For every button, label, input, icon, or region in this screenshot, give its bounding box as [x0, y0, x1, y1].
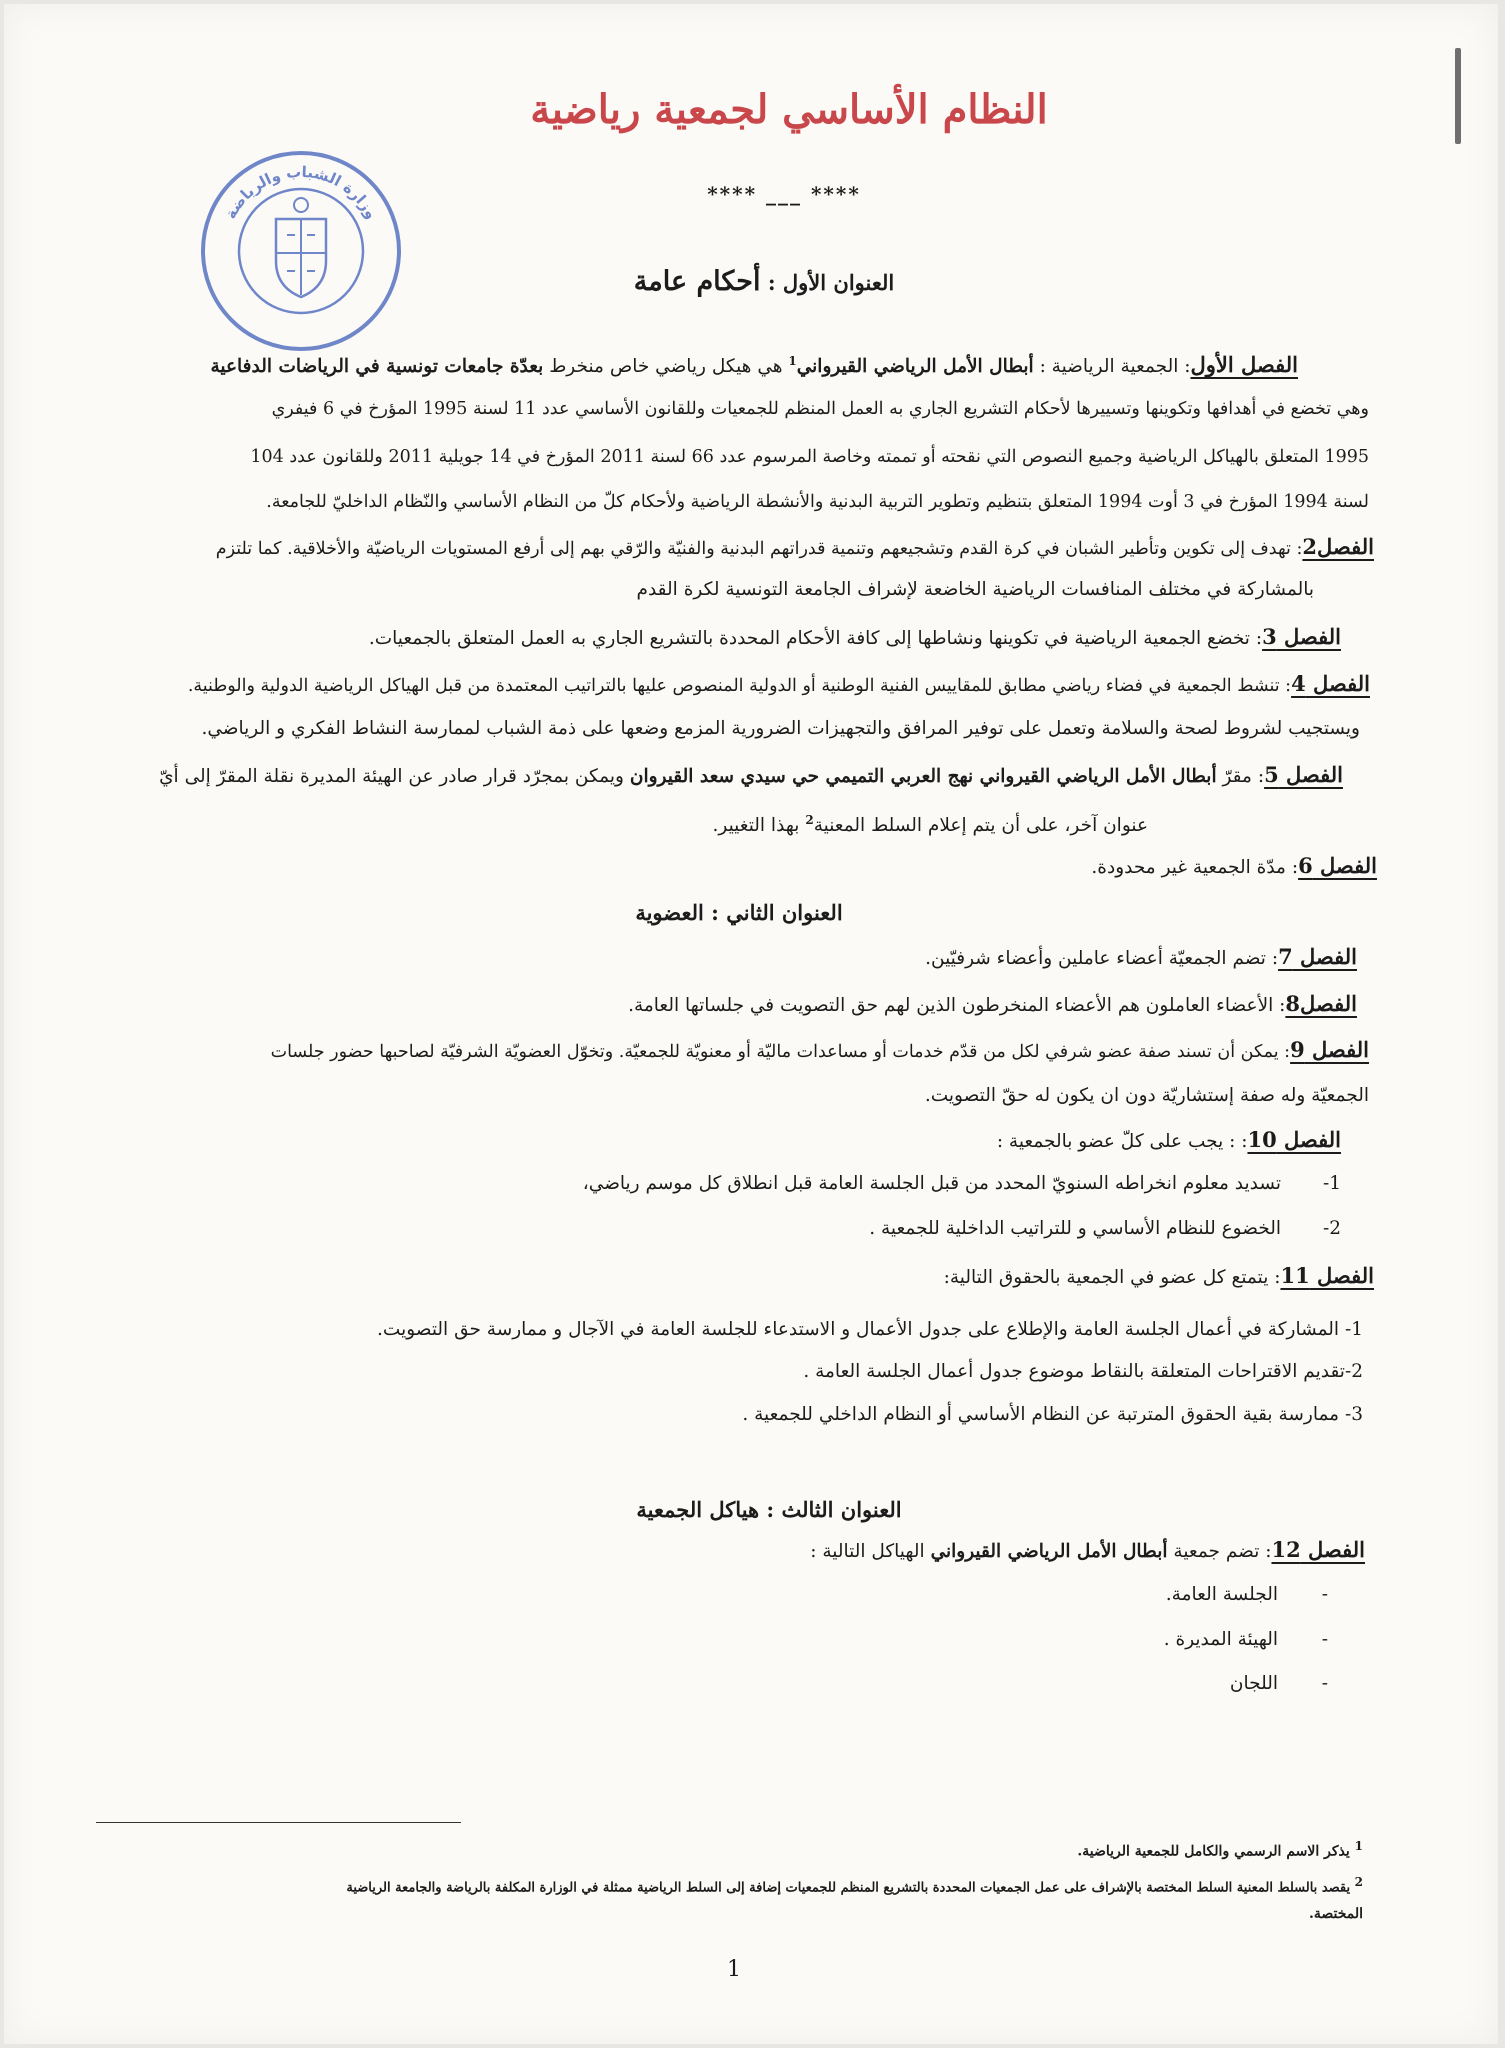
- article-8-label: الفصل8: [1285, 991, 1357, 1016]
- article-2-line-1: الفصل2: تهدف إلى تكوين وتأطير الشبان في كرة القدم وتشجيعهم وتنمية قدراتهم البدنية والفنيّة والرّقي بهم إلى أرفع المستويات الرياضيّة والأخلاقية. كما تلتزم: [215, 534, 1374, 559]
- title-decoration: **** ___ ****: [707, 182, 861, 206]
- article-11-line-1: الفصل 11: يتمتع كل عضو في الجمعية بالحقوق التالية:: [943, 1263, 1374, 1288]
- article-2-line-2: بالمشاركة في مختلف المنافسات الرياضية الخاضعة لإشراف الجامعة التونسية لكرة القدم: [636, 579, 1314, 600]
- article-4-line-2: ويستجيب لشروط لصحة والسلامة وتعمل على توفير المرافق والتجهيزات الضرورية المزمع وضعها على ذمة الشباب لممارسة النشاط الفكري و الرياضي.: [201, 718, 1360, 739]
- article-1-line-3: 1995 المتعلق بالهياكل الرياضية وجميع النصوص التي نقحته أو تممته وخاصة المرسوم عدد 66 لسنة 2011 المؤرخ في 14 جويلية 2011 وللقانون عدد 104: [250, 447, 1369, 467]
- article-10-item-2: 2-الخضوع للنظام الأساسي و للتراتيب الداخلية للجمعية .: [869, 1218, 1341, 1239]
- article-10-item-1: 1-تسديد معلوم انخراطه السنويّ المحدد من قبل الجلسة العامة قبل انطلاق كل موسم رياضي،: [582, 1173, 1341, 1194]
- article-9-line-1: الفصل 9: يمكن أن تسند صفة عضو شرفي لكل من قدّم خدمات أو مساعدات ماليّة أو معنويّة للجمعيّة. وتخوّل العضويّة الشرفيّة لصاحبها حضور جلسات: [270, 1037, 1369, 1062]
- article-10-label: الفصل 10: [1247, 1127, 1341, 1152]
- article-12-item-3: -اللجان: [1229, 1673, 1328, 1694]
- section-title-1: [564, 266, 964, 297]
- document-page: [4, 4, 1498, 2044]
- section-1-name: أحكام عامة: [633, 266, 761, 297]
- article-1-line-2: وهي تخضع في أهدافها وتكوينها وتسييرها لأحكام التشريع الجاري به العمل المنظم للجمعيات وللقانون الأساسي عدد 11 لسنة 1995 المؤرخ في 6 فيفري: [271, 399, 1369, 419]
- article-1-line-1: الفصل الأول: الجمعية الرياضية : أبطال الأمل الرياضي القيرواني$^1$ هي هيكل رياضي خاص منخرط بعدّة جامعات تونسية في الرياضات الدفاعية: [210, 352, 1298, 378]
- article-3-label: الفصل 3: [1262, 624, 1341, 649]
- article-7-label: الفصل 7: [1278, 944, 1357, 969]
- article-12-item-2: -الهيئة المديرة .: [1163, 1629, 1328, 1650]
- article-2-label: الفصل2: [1302, 534, 1374, 559]
- page-number: 1: [727, 1957, 741, 1982]
- article-9-line-2: الجمعيّة وله صفة إستشاريّة دون ان يكون له حقّ التصويت.: [924, 1085, 1369, 1106]
- article-4-label: الفصل 4: [1291, 671, 1370, 696]
- article-9-label: الفصل 9: [1290, 1037, 1369, 1062]
- scan-edge-mark: [1455, 48, 1461, 144]
- section-title-2: العنوان الثاني : العضوية: [635, 900, 843, 925]
- article-11-item-3: 3- ممارسة بقية الحقوق المترتبة عن النظام الأساسي أو النظام الداخلي للجمعية .: [742, 1404, 1363, 1425]
- article-5-label: الفصل 5: [1264, 762, 1343, 787]
- article-6-label: الفصل 6: [1298, 853, 1377, 878]
- article-5-line-1: الفصل 5: مقرّ أبطال الأمل الرياضي القيرواني نهج العربي التميمي حي سيدي سعد القيروان ويمكن بمجرّد قرار صادر عن الهيئة المديرة نقلة المقرّ إلى أيّ: [159, 762, 1343, 787]
- article-4-line-1: الفصل 4: تنشط الجمعية في فضاء رياضي مطابق للمقاييس الفنية الوطنية أو الدولية المنصوص عليها بالتراتيب المعتمدة من قبل الهياكل الرياضية الدولية والوطنية.: [187, 671, 1370, 696]
- article-1-label: الفصل الأول: [1190, 352, 1298, 378]
- section-1-heading: العنوان الأول :: [767, 270, 895, 295]
- official-seal-stamp: [197, 149, 405, 354]
- article-5-line-2: عنوان آخر، على أن يتم إعلام السلط المعنية$^2$ بهذا التغيير.: [712, 813, 1148, 837]
- article-12-line-1: الفصل 12: تضم جمعية أبطال الأمل الرياضي القيرواني الهياكل التالية :: [810, 1537, 1365, 1562]
- article-10-line-1: الفصل 10: : يجب على كلّ عضو بالجمعية :: [996, 1127, 1341, 1152]
- article-3-line-1: الفصل 3: تخضع الجمعية الرياضية في تكوينها ونشاطها إلى كافة الأحكام المحددة بالتشريع الجاري به العمل المتعلق بالجمعيات.: [368, 624, 1341, 649]
- article-11-item-2: 2-تقديم الاقتراحات المتعلقة بالنقاط موضوع جدول أعمال الجلسة العامة .: [803, 1361, 1363, 1382]
- article-1-line-4: لسنة 1994 المؤرخ في 3 أوت 1994 المتعلق بتنظيم وتطوير التربية البدنية والأنشطة الرياضية ولأحكام كلّ من النظام الأساسي والنّظام الداخليّ للجامعة.: [266, 492, 1369, 512]
- section-title-3: العنوان الثالث : هياكل الجمعية: [636, 1497, 902, 1522]
- article-8-line-1: الفصل8: الأعضاء العاملون هم الأعضاء المنخرطون الذين لهم حق التصويت في جلساتها العامة.: [628, 991, 1357, 1016]
- footnote-ref-2: 2: [805, 813, 814, 827]
- article-11-item-1: 1- المشاركة في أعمال الجلسة العامة والإطلاع على جدول الأعمال و الاستدعاء للجلسة العامة في الآجال و ممارسة حق التصويت.: [377, 1319, 1363, 1340]
- footnote-separator: [96, 1822, 461, 1823]
- article-6-line-1: الفصل 6: مدّة الجمعية غير محدودة.: [1091, 853, 1377, 878]
- footnote-2-line-1: 2 يقصد بالسلط المعنية السلط المختصة بالإشراف على عمل الجمعيات المحددة بالتشريع المنظم للجمعيات إضافة إلى السلط الرياضية ممثلة في الوزارة المكلفة بالرياضة والجامعة الرياضية: [346, 1875, 1363, 1896]
- footnote-1: 1 يذكر الاسم الرسمي والكامل للجمعية الرياضية.: [1077, 1839, 1363, 1860]
- document-title: النظام الأساسي لجمعية رياضية: [530, 86, 1048, 133]
- article-12-item-1: -الجلسة العامة.: [1165, 1584, 1328, 1605]
- article-12-label: الفصل 12: [1271, 1537, 1365, 1562]
- article-11-label: الفصل 11: [1280, 1263, 1374, 1288]
- footnote-ref-1: 1: [788, 354, 797, 368]
- article-7-line-1: الفصل 7: تضم الجمعيّة أعضاء عاملين وأعضاء شرفيّين.: [925, 944, 1357, 969]
- seal-lettering: وزارة الشباب والرياضة: [221, 162, 381, 222]
- footnote-2-line-2: المختصة.: [1308, 1906, 1363, 1922]
